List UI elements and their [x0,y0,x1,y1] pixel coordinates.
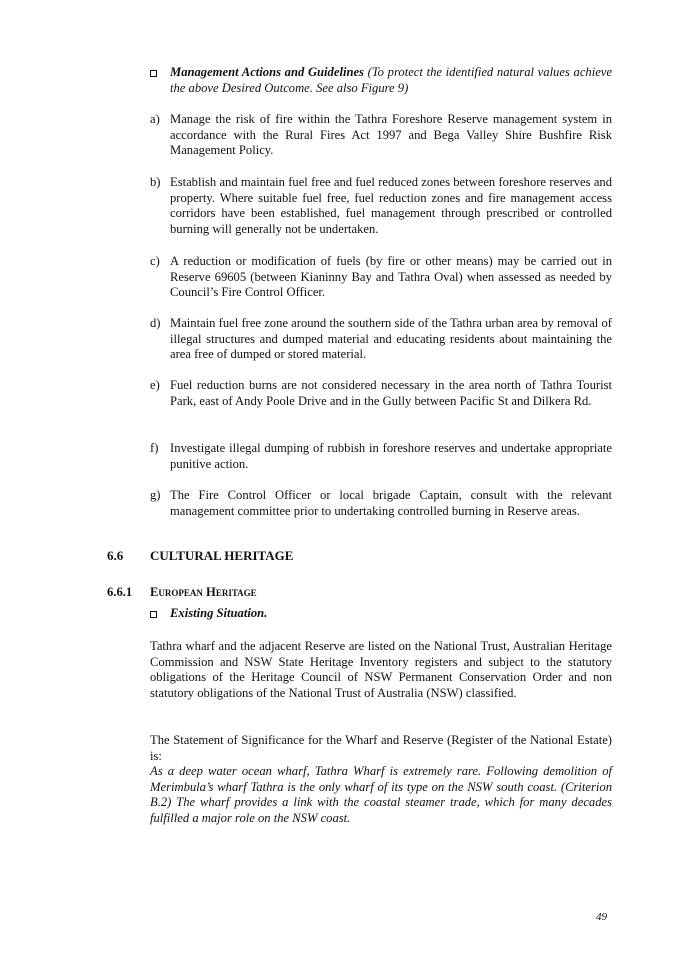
action-text: Manage the risk of fire within the Tathra Foreshore Reserve management system in accordance with the Rural Fires Act 1997 and Bega Valley Shire Bushfire Risk Management Policy. [170,112,612,158]
action-text: Investigate illegal dumping of rubbish in foreshore reserves and undertake appropriate punitive action. [170,441,612,471]
management-actions-heading [170,65,612,96]
action-letter: e) [150,378,160,392]
action-letter: d) [150,316,161,330]
action-letter: f) [150,441,159,455]
management-actions-title: Management Actions and Guidelines [170,65,364,79]
action-text: Fuel reduction burns are not considered necessary in the area north of Tathra Tourist Park, east of Andy Poole Drive and in the Gully between Pacific St and Dilkera Rd. [170,378,612,408]
heritage-listing-paragraph: Tathra wharf and the adjacent Reserve are listed on the National Trust, Australian Heritage Commission and NSW State Heritage Inventory registers and subject to the statutory obligations of the Heritage Council of NSW Permanent Conservation Order and non statutory obligations of the National Trust of Australia (NSW) classified. [150,639,612,700]
action-letter: b) [150,175,161,189]
action-letter: a) [150,112,160,126]
section-number: 6.6 [107,548,124,563]
action-text: Establish and maintain fuel free and fuel reduced zones between foreshore reserves and property. Where suitable fuel free, fuel reduction zones and fire management access corridors have been established, fuel management through prescribed or controlled burning will generally not be undertaken. [170,175,612,236]
action-text: A reduction or modification of fuels (by fire or other means) may be carried out in Reserve 69605 (between Kianinny Bay and Tathra Oval) when assessed as needed by Council’s Fire Control Officer. [170,254,612,300]
checkbox-bullet-icon [150,611,157,618]
statement-of-significance-quote: As a deep water ocean wharf, Tathra Wharf is extremely rare. Following demolition of Merimbula’s wharf Tathra is the only wharf of its type on the NSW south coast. (Criterion B.2) The wharf provides a link with the coastal steamer trade, which for many decades fulfilled a major role on the NSW coast. [150,764,612,825]
statement-intro-paragraph: The Statement of Significance for the Wharf and Reserve (Register of the National Estate) is: [150,733,612,763]
section-title: CULTURAL HERITAGE [150,548,294,563]
page-number: 49 [596,911,607,923]
existing-situation-title: Existing Situation. [170,606,268,620]
checkbox-bullet-icon [150,70,157,77]
subsection-number: 6.6.1 [107,585,133,599]
action-letter: g) [150,488,161,502]
action-text: Maintain fuel free zone around the southern side of the Tathra urban area by removal of illegal structures and dumped material and educating residents about maintaining the area free of dumped or stored material. [170,316,612,362]
subsection-title: European Heritage [150,585,257,599]
action-text: The Fire Control Officer or local brigade Captain, consult with the relevant management committee prior to undertaking controlled burning in Reserve areas. [170,488,612,518]
action-letter: c) [150,254,160,268]
management-actions-subtitle: (To protect the identified natural values achieve the above Desired Outcome. See also Figure 9) [170,65,612,95]
